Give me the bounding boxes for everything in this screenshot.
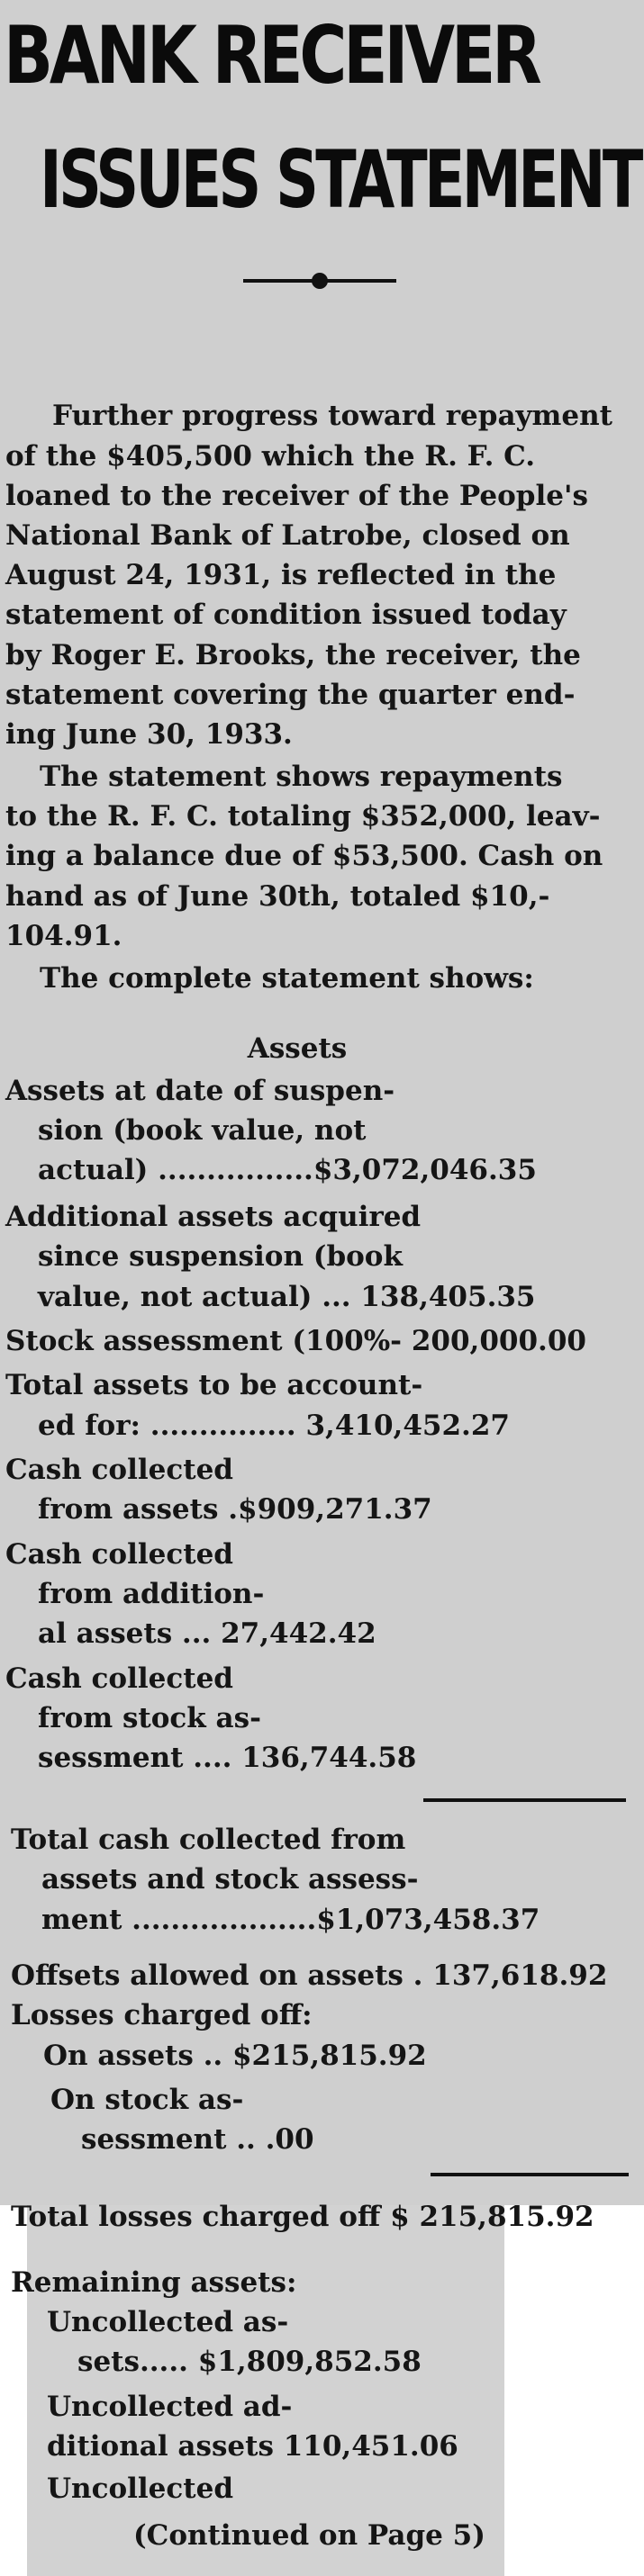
body-line: to the R. F. C. totaling $352,000, leav- — [5, 800, 601, 833]
statement-line: Offsets allowed on assets . 137,618.92 — [11, 1959, 608, 1992]
body-line: statement of condition issued today — [5, 599, 567, 631]
statement-line: sets..... $1,809,852.58 — [77, 2346, 422, 2378]
body-line: by Roger E. Brooks, the receiver, the — [5, 639, 581, 671]
statement-line: Total assets to be account- — [5, 1369, 423, 1401]
continued-note: (Continued on Page 5) — [133, 2519, 485, 2552]
body-line: ing June 30, 1933. — [5, 718, 293, 751]
body-line: statement covering the quarter end- — [5, 679, 576, 711]
statement-line: On assets .. $215,815.92 — [43, 2040, 427, 2072]
statement-line: Uncollected ad- — [47, 2391, 293, 2423]
body-line: The complete statement shows: — [40, 962, 534, 995]
statement-line: Assets at date of suspen- — [5, 1075, 395, 1107]
subtotal-rule — [423, 1798, 626, 1802]
statement-line: Total losses charged off $ 215,815.92 — [11, 2201, 594, 2233]
section-heading: Assets — [247, 1032, 348, 1065]
body-line: of the $405,500 which the R. F. C. — [5, 440, 536, 473]
body-line: The statement shows repayments — [40, 761, 563, 793]
body-line: 104.91. — [5, 920, 122, 952]
statement-line: sessment .. .00 — [81, 2123, 314, 2156]
statement-line: Cash collected — [5, 1454, 233, 1486]
statement-line: value, not actual) ... 138,405.35 — [38, 1281, 536, 1313]
statement-line: ment ...................$1,073,458.37 — [41, 1904, 540, 1936]
body-line: hand as of June 30th, totaled $10,- — [5, 880, 550, 913]
statement-line: actual) ................$3,072,046.35 — [38, 1154, 537, 1186]
statement-line: sessment .... 136,744.58 — [38, 1742, 417, 1774]
statement-line: Additional assets acquired — [5, 1201, 422, 1233]
body-line: National Bank of Latrobe, closed on — [5, 519, 570, 552]
statement-line: Cash collected — [5, 1662, 233, 1695]
body-line: ing a balance due of $53,500. Cash on — [5, 840, 603, 872]
statement-line: Uncollected as- — [47, 2306, 289, 2338]
headline-line-2: ISSUES STATEMENT — [40, 133, 640, 226]
headline-line-1: BANK RECEIVER — [4, 9, 539, 102]
statement-line: ditional assets 110,451.06 — [47, 2430, 458, 2463]
statement-line: Stock assessment (100%- 200,000.00 — [5, 1325, 586, 1357]
statement-line: from assets .$909,271.37 — [38, 1493, 432, 1526]
statement-line: since suspension (book — [38, 1240, 403, 1273]
statement-line: On stock as- — [50, 2084, 244, 2116]
body-line: loaned to the receiver of the People's — [5, 480, 588, 512]
statement-line: Cash collected — [5, 1538, 233, 1571]
statement-line: Total cash collected from — [11, 1824, 406, 1856]
body-line: Further progress toward repayment — [52, 400, 612, 432]
statement-line: Uncollected — [47, 2472, 233, 2505]
statement-line: al assets ... 27,442.42 — [38, 1617, 376, 1650]
statement-line: assets and stock assess- — [41, 1863, 419, 1896]
statement-line: sion (book value, not — [38, 1114, 367, 1147]
ornament-divider — [243, 270, 396, 292]
statement-line: from addition- — [38, 1578, 265, 1610]
body-line: August 24, 1931, is reflected in the — [5, 559, 557, 591]
statement-line: ed for: ............... 3,410,452.27 — [38, 1410, 510, 1442]
statement-line: from stock as- — [38, 1702, 261, 1734]
ornament-dot — [312, 273, 328, 289]
statement-line: Losses charged off: — [11, 1999, 313, 2031]
statement-line: Remaining assets: — [11, 2266, 297, 2299]
subtotal-rule — [431, 2173, 629, 2176]
